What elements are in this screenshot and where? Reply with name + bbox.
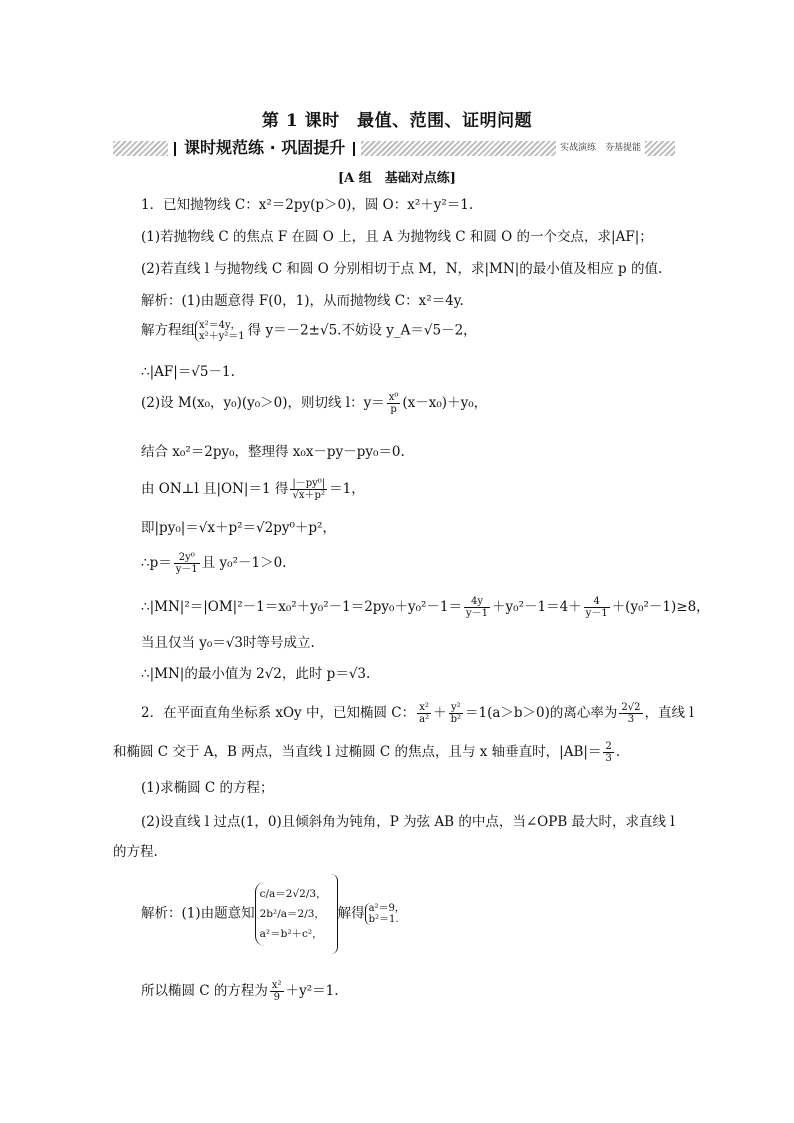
fraction <box>417 702 431 725</box>
system-row: a²＝9， <box>368 903 405 914</box>
group-heading: [A 组 基础对点练] <box>338 171 456 186</box>
numerator: |－py⁰| <box>292 478 326 489</box>
solution-text: 解得 <box>337 905 365 922</box>
solution-line <box>141 320 477 342</box>
solution-text: ＋(y₀²－1)≥8， <box>611 599 710 615</box>
numerator: 4 <box>584 596 610 608</box>
question-2-part-2: (2)设直线 l 过点(1，0)且倾斜角为钝角，P 为弦 AB 的中点，当∠OPB 最大时，求直线 l <box>141 814 675 830</box>
question-2-continued <box>113 741 620 764</box>
solution-text: 且 y₀²－1＞0. <box>201 555 287 571</box>
system-row: 2b²/a＝2/3， <box>259 908 325 920</box>
system-row: c/a＝2√2/3， <box>259 888 327 900</box>
question-text: ＝1(a＞b＞0)的离心率为 <box>465 705 618 721</box>
solution-text: ＋y₀²－1＝4＋ <box>492 599 582 615</box>
page-title: 第 1 课时 最值、范围、证明问题 <box>261 111 533 131</box>
denominator: a² <box>419 714 430 725</box>
solution-line: 解析：(1)由题意得 F(0，1)，从而抛物线 C：x²＝4y. <box>141 293 464 309</box>
solution-text: 得 y＝－2±√5.不妨设 y_A＝√5－2， <box>247 322 477 339</box>
question-text: ，直线 l <box>644 705 694 721</box>
question-2-part-1: (1)求椭圆 C 的方程； <box>141 780 274 796</box>
solution-text: ＋y²＝1. <box>285 983 339 999</box>
band-label-text: 课时规范练 · 巩固提升 <box>184 138 346 157</box>
solution-text: 所以椭圆 C 的方程为 <box>141 983 268 999</box>
question-1-part-2: (2)若直线 l 与抛物线 C 和圆 O 分别相切于点 M，N，求|MN|的最小值及相应 p 的值. <box>141 261 663 277</box>
question-text: 2．在平面直角坐标系 xOy 中，已知椭圆 C： <box>141 705 416 721</box>
section-band-tagline: 实战演练 夯基提能 <box>556 141 645 156</box>
solution-line <box>141 552 286 575</box>
fraction <box>464 596 490 619</box>
fraction <box>290 478 327 501</box>
equation-system <box>195 320 248 342</box>
denominator: y－1 <box>585 608 608 619</box>
numerator: y² <box>449 702 463 714</box>
fraction <box>387 392 401 415</box>
fraction <box>174 552 200 575</box>
solution-text: ∴|MN|²＝|OM|²－1＝x₀²＋y₀²－1＝2py₀＋y₀²－1＝ <box>141 599 463 615</box>
fraction <box>619 702 642 725</box>
numerator: x² <box>271 980 282 991</box>
solution-line <box>141 392 487 415</box>
equation-system <box>365 903 408 925</box>
solution-text: 由 ON⊥l 且|ON|＝1 得 <box>141 481 289 497</box>
solution-text: (2)设 M(x₀，y₀)(y₀＞0)，则切线 l：y＝ <box>141 395 385 411</box>
solution-line: 结合 x₀²＝2py₀，整理得 x₀x－py－py₀＝0. <box>141 444 405 460</box>
numerator: 2√2 <box>621 702 641 713</box>
question-2-part-2-continued: 的方程. <box>113 844 158 860</box>
solution-line <box>141 596 710 619</box>
fraction <box>584 596 610 619</box>
solution-line: ∴|MN|的最小值为 2√2，此时 p＝√3. <box>141 666 371 682</box>
numerator: x² <box>417 702 431 714</box>
numerator: 2y⁰ <box>174 552 200 564</box>
system-row: a²＝b²＋c²， <box>259 928 323 940</box>
denominator: 3 <box>627 714 635 725</box>
question-text: 和椭圆 C 交于 A，B 两点，当直线 l 过椭圆 C 的焦点，且与 x 轴垂直时，|AB|＝ <box>113 744 602 760</box>
fraction <box>449 702 463 725</box>
solution-line <box>141 478 365 501</box>
denominator: y－1 <box>175 564 198 575</box>
denominator: y－1 <box>466 608 489 619</box>
solution-text: 解析：(1)由题意知 <box>141 905 255 922</box>
denominator: √x＋p² <box>292 490 325 501</box>
question-1: 1．已知抛物线 C：x²＝2py(p＞0)，圆 O：x²＋y²＝1. <box>141 197 474 213</box>
solution-line: ∴|AF|＝√5－1. <box>141 364 235 380</box>
solution-line: 即|py₀|＝√x＋p²＝√2py⁰＋p²， <box>141 520 336 536</box>
denominator: b² <box>450 714 462 725</box>
question-1-part-1: (1)若抛物线 C 的焦点 F 在圆 O 上，且 A 为抛物线 C 和圆 O 的一个交点，求|AF|； <box>141 229 653 245</box>
solution-text: 解方程组 <box>141 322 195 339</box>
denominator: 3 <box>605 753 612 764</box>
solution-line <box>141 980 339 1003</box>
equation-system <box>255 882 331 946</box>
solution-line <box>141 874 408 954</box>
denominator: p <box>390 404 397 415</box>
solution-text: (x－x₀)＋y₀， <box>402 395 488 411</box>
band-divider-right <box>353 142 355 156</box>
solution-line: 当且仅当 y₀＝√3时等号成立. <box>141 635 315 651</box>
numerator: 2 <box>605 741 612 752</box>
question-2 <box>141 702 694 725</box>
fraction <box>603 741 613 764</box>
solution-text: ∴p＝ <box>141 555 172 571</box>
numerator: 4y <box>464 596 490 608</box>
period: . <box>615 744 621 760</box>
system-closing-brace <box>331 874 338 954</box>
band-divider-left <box>174 142 176 156</box>
denominator: 9 <box>273 992 280 1003</box>
solution-text: ＝1， <box>329 481 365 497</box>
system-row: x²＋y²＝1 <box>199 331 245 342</box>
fraction <box>270 980 284 1003</box>
section-band-label <box>168 137 361 159</box>
numerator: x⁰ <box>388 392 399 403</box>
system-row: b²＝1. <box>368 914 399 925</box>
system-row: x²＝4y， <box>199 320 241 331</box>
plus-sign: ＋ <box>433 705 447 721</box>
